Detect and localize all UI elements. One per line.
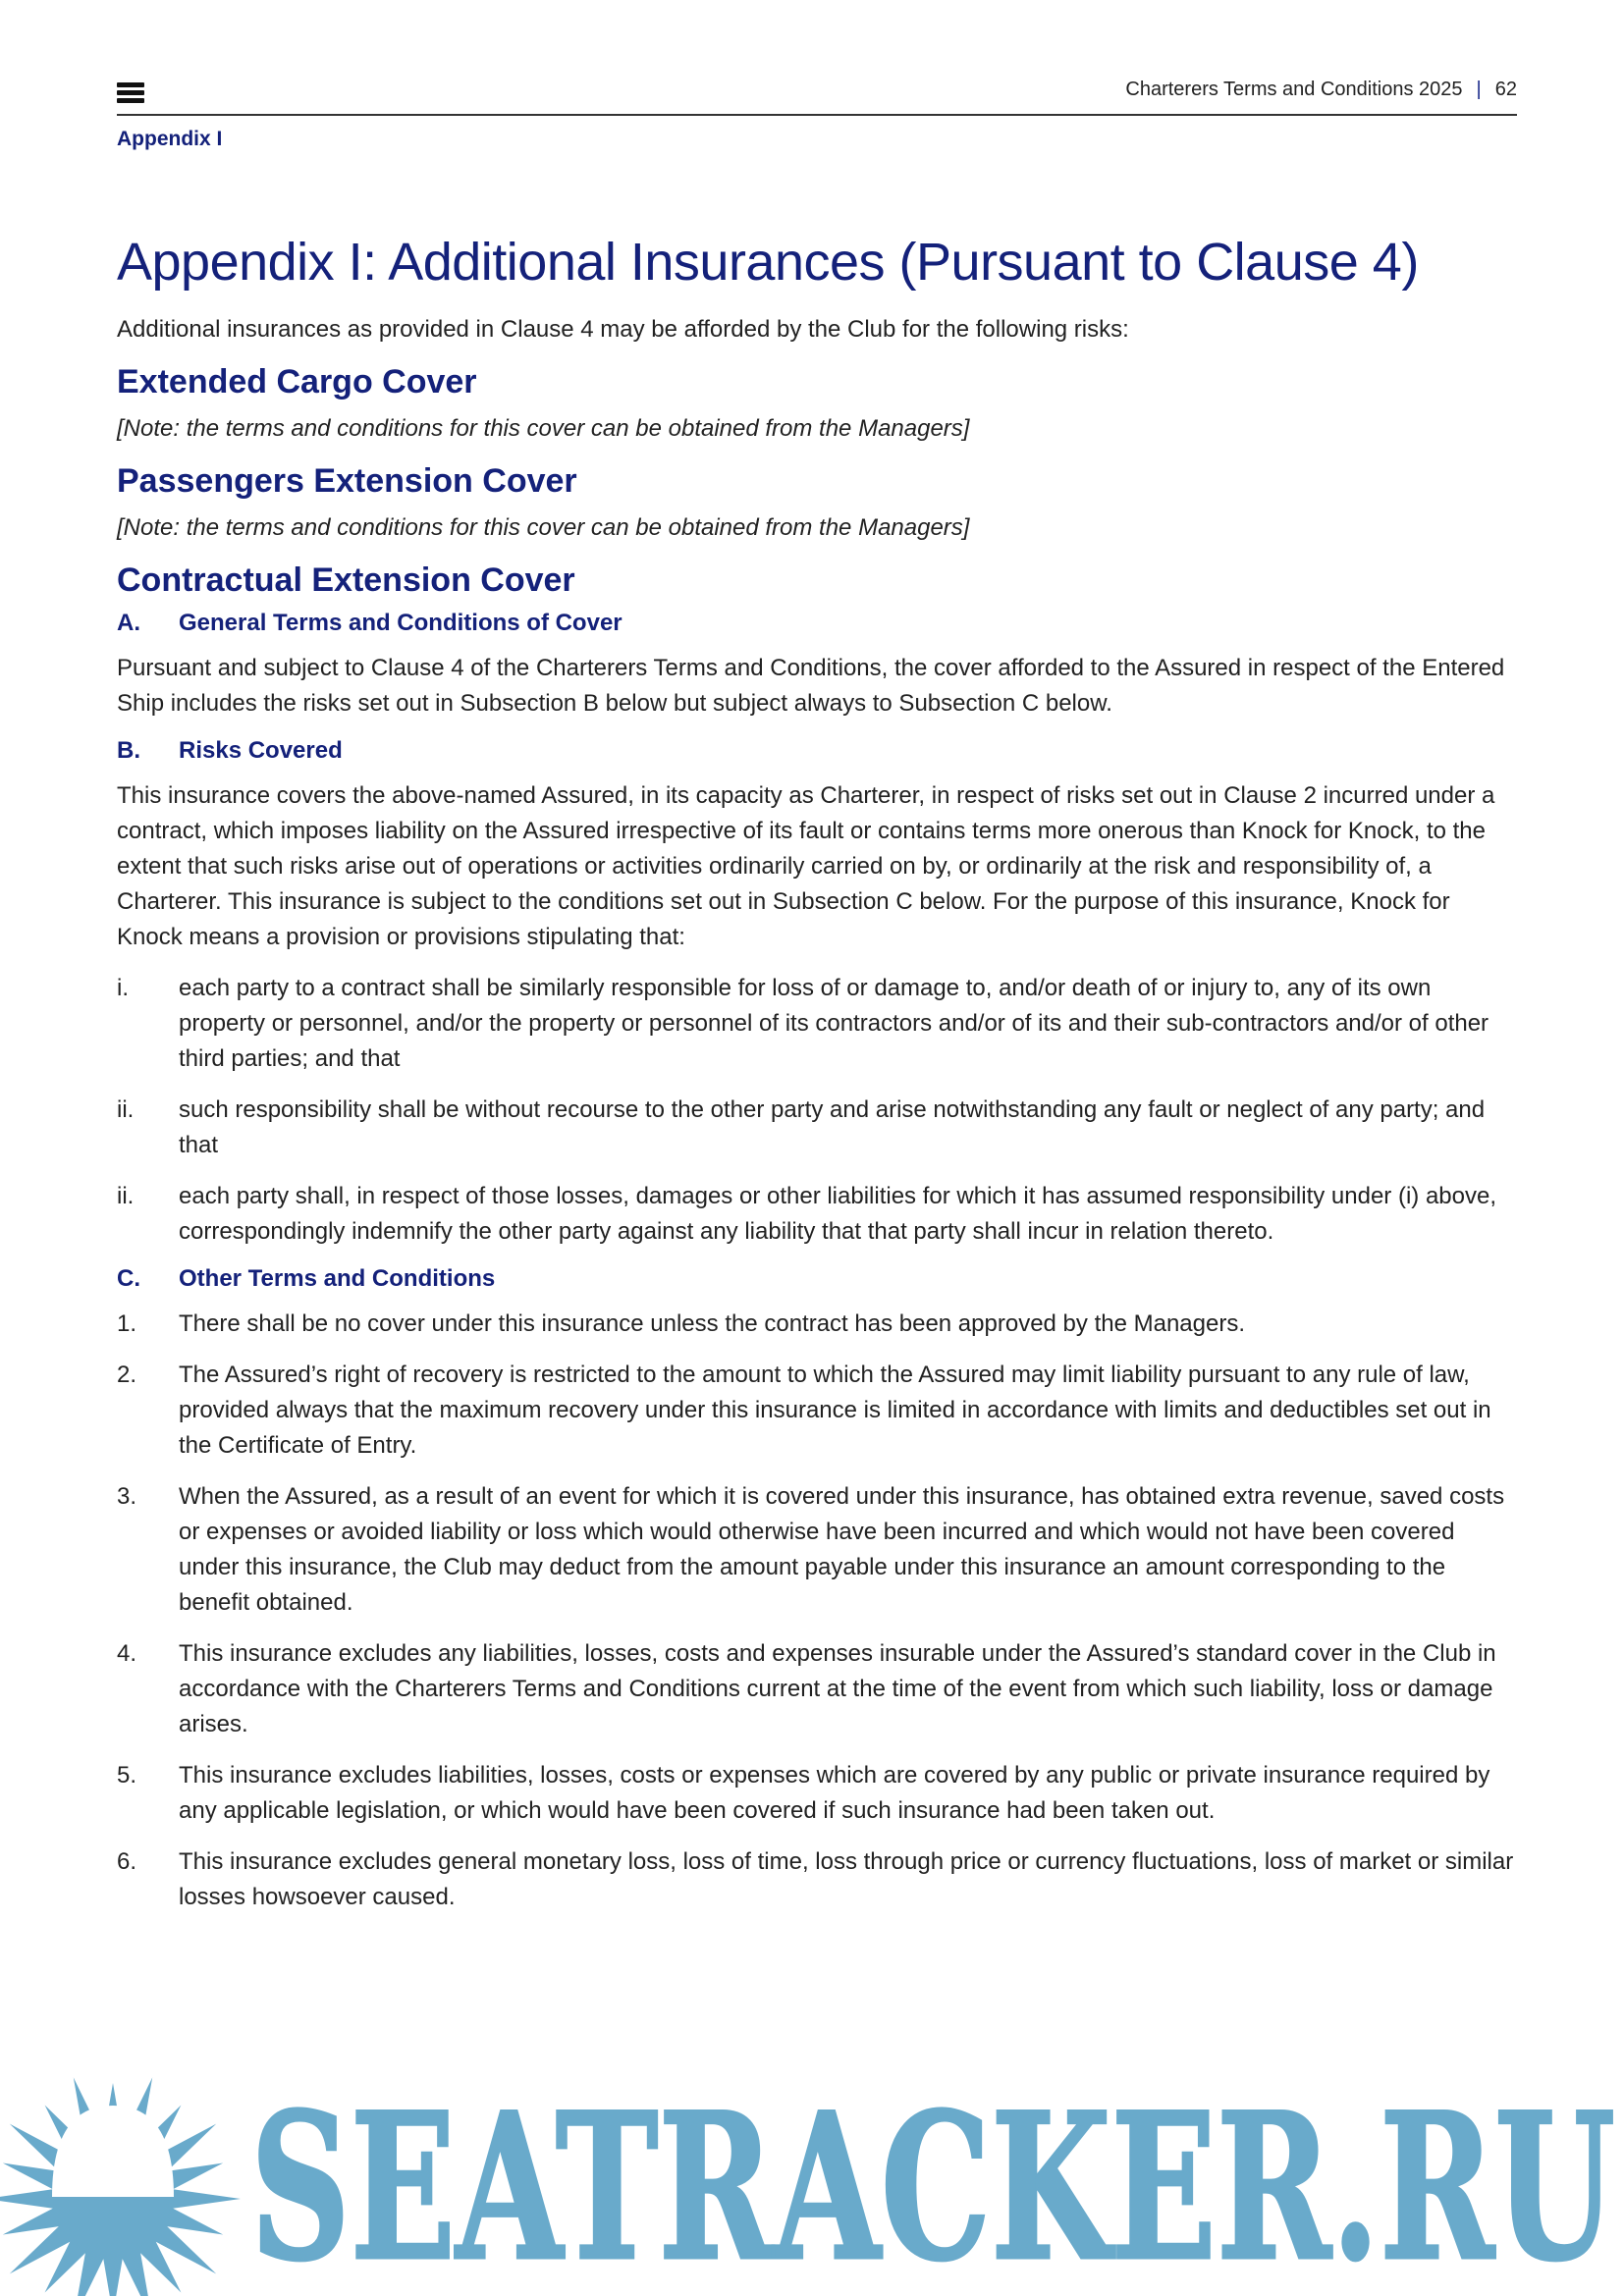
section-note: [Note: the terms and conditions for this cover can be obtained from the Managers]: [117, 514, 970, 541]
list-text: The Assured’s right of recovery is restricted to the amount to which the Assured may limit liability pursuant to any rule of law, provided always that the maximum recovery under this insurance is limited in accordance with limits and deductibles set out in the Certificate of Entry.: [179, 1362, 1491, 1459]
subsection-heading-b: [117, 737, 1521, 765]
list-text: each party shall, in respect of those losses, damages or other liabilities for which it has assumed responsibility under (i) above, correspondingly indemnify the other party against any liability that that party shall incur in relation thereto.: [179, 1183, 1496, 1245]
breadcrumb[interactable]: Appendix I: [117, 128, 223, 150]
page-header: [117, 69, 1517, 116]
subsection-title: General Terms and Conditions of Cover: [179, 610, 623, 636]
seatracker-watermark-logo: [0, 2061, 1624, 2296]
section-heading: Passengers Extension Cover: [117, 462, 577, 500]
page-number: 62: [1494, 79, 1517, 100]
list-item: [117, 1307, 1521, 1342]
risks-list: [117, 971, 1521, 1250]
list-item: [117, 1758, 1521, 1829]
list-item: [117, 1179, 1521, 1250]
list-number: ii.: [117, 1183, 135, 1209]
list-item: [117, 1093, 1521, 1163]
list-number: i.: [117, 975, 129, 1001]
list-text: This insurance excludes liabilities, losses, costs or expenses which are covered by any public or private insurance required by any applicable legislation, or which would have been covered if such insurance had been taken out.: [179, 1762, 1490, 1824]
main-content: [117, 232, 1521, 1931]
list-item: [117, 1636, 1521, 1742]
section-note: [Note: the terms and conditions for this cover can be obtained from the Managers]: [117, 415, 970, 442]
section-heading: Extended Cargo Cover: [117, 363, 477, 400]
list-text: There shall be no cover under this insurance unless the contract has been approved by the Managers.: [179, 1310, 1245, 1337]
list-text: each party to a contract shall be similarly responsible for loss of or damage to, and/or death of or injury to, any of its own property or personnel, and/or the property or personnel of its contractors and/or of its and their sub-contractors and/or of other third parties; and that: [179, 975, 1489, 1072]
list-text: This insurance excludes any liabilities, losses, costs and expenses insurable under the Assured’s standard cover in the Club in accordance with the Charterers Terms and Conditions current at the time of the event from which such liability, loss or damage arises.: [179, 1640, 1496, 1737]
subsection-title: Risks Covered: [179, 737, 343, 764]
subsection-number: C.: [117, 1265, 140, 1292]
list-number: 4.: [117, 1640, 137, 1667]
list-number: 2.: [117, 1362, 137, 1388]
conditions-list: [117, 1307, 1521, 1915]
list-item: [117, 1358, 1521, 1464]
subsection-heading-a: [117, 610, 1521, 637]
sun-icon: [0, 2077, 241, 2296]
subsection-heading-c: [117, 1265, 1521, 1293]
list-number: 3.: [117, 1483, 137, 1510]
page-title: Appendix I: Additional Insurances (Pursuant to Clause 4): [117, 233, 1419, 292]
list-item: [117, 1479, 1521, 1621]
list-text: such responsibility shall be without recourse to the other party and arise notwithstanding any fault or neglect of any party; and that: [179, 1096, 1486, 1158]
subsection-number: A.: [117, 610, 140, 636]
subsection-title: Other Terms and Conditions: [179, 1265, 496, 1292]
running-header: [1125, 79, 1517, 101]
subsection-number: B.: [117, 737, 140, 764]
list-number: 1.: [117, 1310, 137, 1337]
subsection-a-text: Pursuant and subject to Clause 4 of the Charterers Terms and Conditions, the cover afforded to the Assured in respect of the Entered Ship includes the risks set out in Subsection B below but subject always to Subsection C below.: [117, 655, 1505, 717]
document-title: Charterers Terms and Conditions 2025: [1125, 79, 1463, 100]
list-number: 6.: [117, 1848, 137, 1875]
separator: |: [1476, 79, 1482, 100]
svg-text:SEATRACKER.RU: SEATRACKER.RU: [250, 2070, 1615, 2296]
intro-paragraph: Additional insurances as provided in Clause 4 may be afforded by the Club for the following risks:: [117, 316, 1129, 343]
list-item: [117, 1844, 1521, 1915]
hamburger-icon[interactable]: [117, 82, 144, 106]
section-heading: Contractual Extension Cover: [117, 561, 575, 599]
subsection-b-text: This insurance covers the above-named Assured, in its capacity as Charterer, in respect of risks set out in Clause 2 incurred under a contract, which imposes liability on the Assured irrespective of its fault or contains terms more onerous than Knock for Knock, to the extent that such risks arise out of operations or activities ordinarily carried on by, or ordinarily at the risk and responsibility of, a Charterer. This insurance is subject to the conditions set out in Subsection C below. For the purpose of this insurance, Knock for Knock means a provision or provisions stipulating that:: [117, 782, 1495, 950]
list-number: ii.: [117, 1096, 135, 1123]
list-item: [117, 971, 1521, 1077]
list-text: When the Assured, as a result of an event for which it is covered under this insurance, has obtained extra revenue, saved costs or expenses or avoided liability or loss which would otherwise have been incurred and which would not have been covered under this insurance, the Club may deduct from the amount payable under this insurance an amount corresponding to the benefit obtained.: [179, 1483, 1505, 1616]
list-number: 5.: [117, 1762, 137, 1789]
list-text: This insurance excludes general monetary loss, loss of time, loss through price or currency fluctuations, loss of market or similar losses howsoever caused.: [179, 1848, 1514, 1910]
